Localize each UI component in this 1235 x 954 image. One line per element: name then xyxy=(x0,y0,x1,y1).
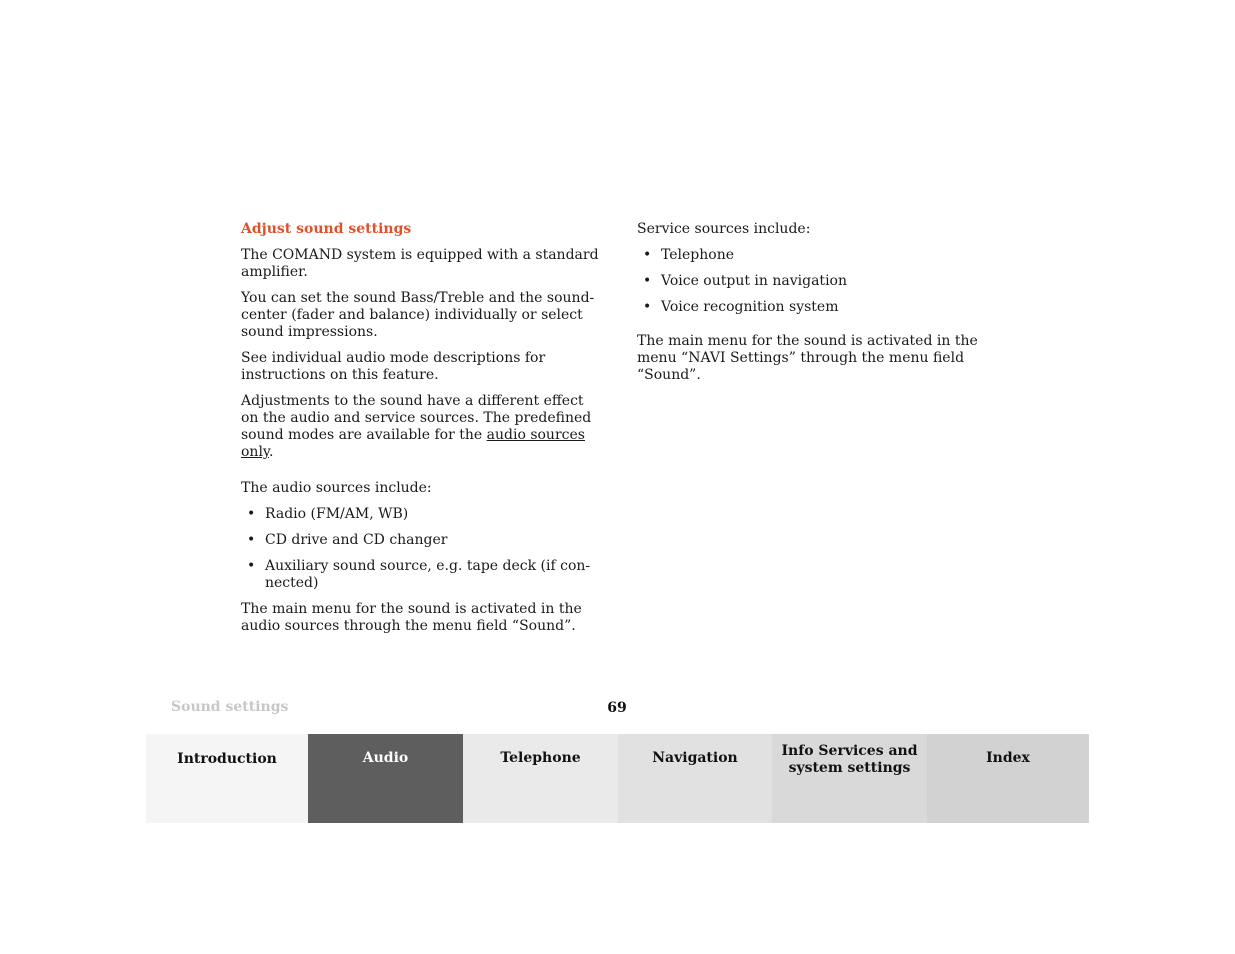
tab-telephone[interactable] xyxy=(463,734,618,823)
adjustments-text: Adjustments to the sound have a different effect on the audio and service sources. The predefined sound modes are available for the xyxy=(241,393,592,443)
left-column xyxy=(241,221,603,644)
list-item xyxy=(637,247,999,264)
paragraph-navi-main-menu: The main menu for the sound is activated in the menu “NAVI Settings” through the menu field “Sound”. xyxy=(637,333,978,383)
paragraph-amplifier: The COMAND system is equipped with a standard amplifier. xyxy=(241,247,599,280)
audio-sources-intro: The audio sources include: xyxy=(241,480,432,496)
bullet-icon: • xyxy=(643,247,652,263)
list-item-text: Telephone xyxy=(661,247,735,263)
tab-introduction[interactable] xyxy=(146,734,308,823)
list-item-text: CD drive and CD changer xyxy=(265,532,448,548)
list-item-text: Radio (FM/AM, WB) xyxy=(265,506,409,522)
service-sources-list xyxy=(637,247,999,316)
list-item-text: Auxiliary sound source, e.g. tape deck (if con-nected) xyxy=(265,558,591,591)
bullet-icon: • xyxy=(643,299,652,315)
tab-label-line2: system settings xyxy=(788,760,911,776)
tab-audio[interactable] xyxy=(308,734,463,823)
paragraph-instructions: See individual audio mode descriptions for instructions on this feature. xyxy=(241,350,546,383)
page-number: 69 xyxy=(607,700,627,716)
audio-sources-list xyxy=(241,506,603,592)
bullet-icon: • xyxy=(247,506,256,522)
list-item-text: Voice output in navigation xyxy=(661,273,847,289)
bullet-icon: • xyxy=(247,532,256,548)
tab-label: Index xyxy=(986,750,1030,766)
tab-index[interactable] xyxy=(927,734,1089,823)
bullet-icon: • xyxy=(643,273,652,289)
tab-label-line1: Info Services and xyxy=(781,743,918,759)
bullet-icon: • xyxy=(247,558,256,574)
service-sources-intro: Service sources include: xyxy=(637,221,811,237)
footer-section-title: Sound settings xyxy=(171,699,289,715)
audio-sources-only-link: audio sources only xyxy=(241,427,585,460)
tab-navigation[interactable] xyxy=(618,734,772,823)
tab-label: Introduction xyxy=(177,751,277,767)
list-item xyxy=(241,506,603,523)
paragraph-bass-treble: You can set the sound Bass/Treble and the sound-center (fader and balance) individually or select sound impressions. xyxy=(241,290,595,340)
list-item xyxy=(637,299,999,316)
paragraph-audio-main-menu: The main menu for the sound is activated in the audio sources through the menu field “Sound”. xyxy=(241,601,582,634)
list-item xyxy=(241,558,603,592)
list-item xyxy=(637,273,999,290)
chapter-tabs xyxy=(146,734,1089,823)
list-item xyxy=(241,532,603,549)
tab-label: Audio xyxy=(362,750,409,766)
section-heading: Adjust sound settings xyxy=(241,221,412,237)
tab-info-services[interactable] xyxy=(772,734,927,823)
tab-label: Telephone xyxy=(500,750,581,766)
paragraph-adjustments xyxy=(241,393,603,461)
right-column xyxy=(637,221,999,393)
adjustments-end: . xyxy=(268,444,274,460)
tab-label: Navigation xyxy=(652,750,738,766)
list-item-text: Voice recognition system xyxy=(661,299,839,315)
